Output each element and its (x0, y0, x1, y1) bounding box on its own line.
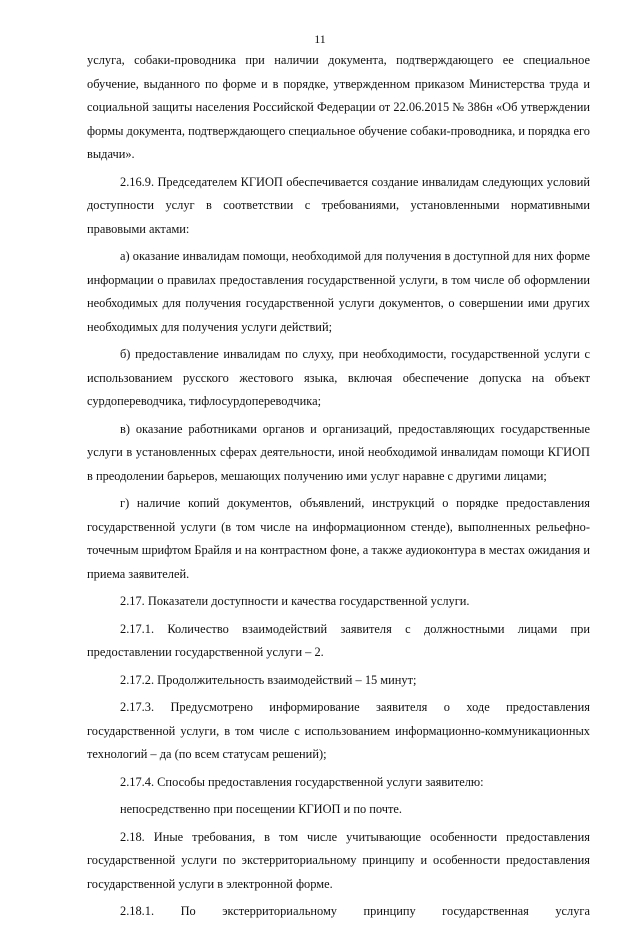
paragraph-2-17-3: 2.17.3. Предусмотрено информирование заявителя о ходе предоставления государственной услуги, в том числе с использованием информационно-коммуникационных технологий – да (по всем статусам решений); (87, 700, 590, 761)
paragraph-item-v: в) оказание работниками органов и организаций, предоставляющих государственные услуги в установленных сферах деятельности, иной необходимой инвалидам помощи КГИОП в преодолении барьеров, мешающих получению ими услуг наравне с другими лицами; (87, 421, 590, 483)
paragraph-2-18: 2.18. Иные требования, в том числе учитывающие особенности предоставления государственной услуги по экстерриториальному принципу и особенности предоставления государственной услуги в электронной форме. (87, 829, 590, 891)
paragraph-2-17-2: 2.17.2. Продолжительность взаимодействий – 15 минут; (120, 672, 417, 687)
document-body (87, 49, 590, 928)
paragraph-2-16-9: 2.16.9. Председателем КГИОП обеспечивается создание инвалидам следующих условий доступности услуг в соответствии с требованиями, установленными нормативными правовыми актами: (87, 174, 590, 236)
paragraph-2-17-1: 2.17.1. Количество взаимодействий заявителя с должностными лицами при предоставлении государственной услуги – 2. (87, 621, 590, 659)
paragraph-service-dog-continuation: услуга, собаки-проводника при наличии документа, подтверждающего ее специальное обучение, выданного по форме и в порядке, утвержденном приказом Министерства труда и социальной защиты населения Российской Федерации от 22.06.2015 № 386н «Об утверждении формы документа, подтверждающего специальное обучение собаки-проводника, и порядка его выдачи». (87, 53, 590, 161)
paragraph-delivery-methods: непосредственно при посещении КГИОП и по почте. (120, 802, 402, 816)
paragraph-item-b: б) предоставление инвалидам по слуху, при необходимости, государственной услуги с использованием русского жестового языка, включая обеспечение допуска на объект сурдопереводчика, тифлосурдопереводчика; (87, 347, 590, 408)
paragraph-2-17: 2.17. Показатели доступности и качества государственной услуги. (120, 594, 470, 608)
paragraph-item-g: г) наличие копий документов, объявлений, инструкций о порядке предоставления государственной услуги (в том числе на информационном стенде), выполненных рельефно-точечным шрифтом Брайля и на контрастном фоне, а также аудиоконтура в местах ожидания и приема заявителей. (87, 496, 590, 581)
paragraph-item-a: а) оказание инвалидам помощи, необходимой для получения в доступной для них форме информации о правилах предоставления государственной услуги, в том числе об оформлении необходимых для получения государственной услуги документов, о совершении ими других необходимых для получения услуги действий; (87, 249, 590, 334)
paragraph-2-17-4: 2.17.4. Способы предоставления государственной услуги заявителю: (120, 774, 484, 789)
paragraph-2-18-1: 2.18.1. По экстерриториальному принципу государственная услуга (120, 904, 590, 918)
page-number: 11 (314, 32, 326, 46)
